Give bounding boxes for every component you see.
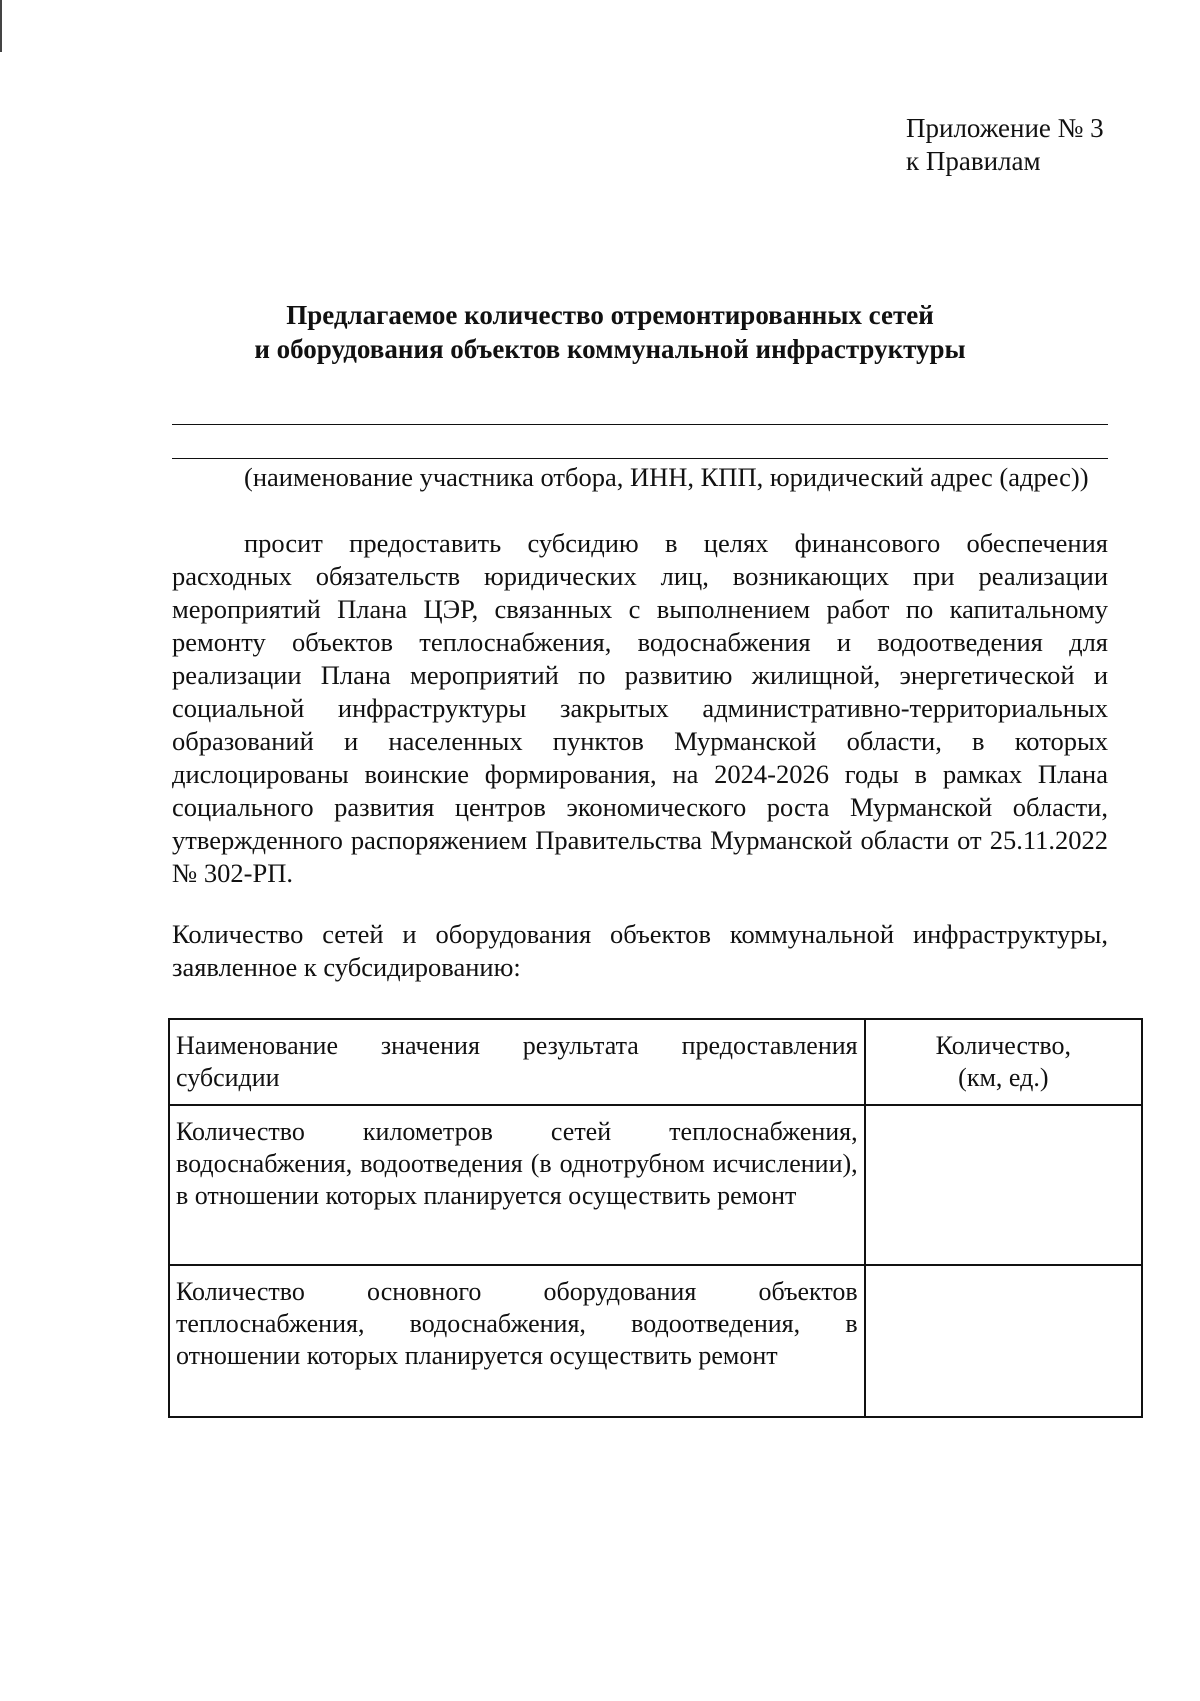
- row-quantity-cell[interactable]: [865, 1105, 1142, 1265]
- row-quantity-cell[interactable]: [865, 1265, 1142, 1417]
- table-row: [169, 1265, 1142, 1417]
- scan-edge-mark: [0, 0, 2, 52]
- request-paragraph: просит предоставить субсидию в целях финансового обеспечения расходных обязательств юридических лиц, возникающих при реализации мероприятий Плана ЦЭР, связанных с выполнением работ по капитальному ремонту объектов теплоснабжения, водоснабжения и водоотведения для реализации Плана мероприятий по развитию жилищной, энергетической и социальной инфраструктуры закрытых административно-территориальных образований и населенных пунктов Мурманской области, в которых дислоцированы воинские формирования, на 2024-2026 годы в рамках Плана социального развития центров экономического роста Мурманской области, утвержденного распоряжением Правительства Мурманской области от 25.11.2022 № 302-РП.: [172, 528, 1108, 888]
- appendix-reference: [906, 112, 1104, 178]
- table-header-row: [169, 1019, 1142, 1105]
- title-line-2: и оборудования объектов коммунальной инфраструктуры: [254, 334, 966, 364]
- title-line-1: Предлагаемое количество отремонтированных сетей: [286, 300, 934, 330]
- header-quantity-label: Количество,: [935, 1031, 1071, 1060]
- applicant-fill-line-1: [172, 424, 1108, 425]
- applicant-fill-line-2: [172, 458, 1108, 459]
- appendix-number: Приложение № 3: [906, 113, 1104, 143]
- appendix-target: к Правилам: [906, 146, 1041, 176]
- header-quantity-cell: [865, 1019, 1142, 1105]
- table-row: [169, 1105, 1142, 1265]
- header-name-cell: Наименование значения результата предоставления субсидии: [169, 1019, 865, 1105]
- header-quantity-unit: (км, ед.): [958, 1063, 1049, 1092]
- document-title: [230, 298, 990, 366]
- row-name-cell: Количество основного оборудования объектов теплоснабжения, водоснабжения, водоотведения, в отношении которых планируется осуществить ремонт: [169, 1265, 865, 1417]
- results-table: [168, 1018, 1143, 1418]
- quantity-intro: Количество сетей и оборудования объектов коммунальной инфраструктуры, заявленное к субсидированию:: [172, 919, 1108, 982]
- applicant-caption: (наименование участника отбора, ИНН, КПП, юридический адрес (адрес)): [244, 462, 1089, 492]
- row-name-cell: Количество километров сетей теплоснабжения, водоснабжения, водоотведения (в однотрубном исчислении), в отношении которых планируется осуществить ремонт: [169, 1105, 865, 1265]
